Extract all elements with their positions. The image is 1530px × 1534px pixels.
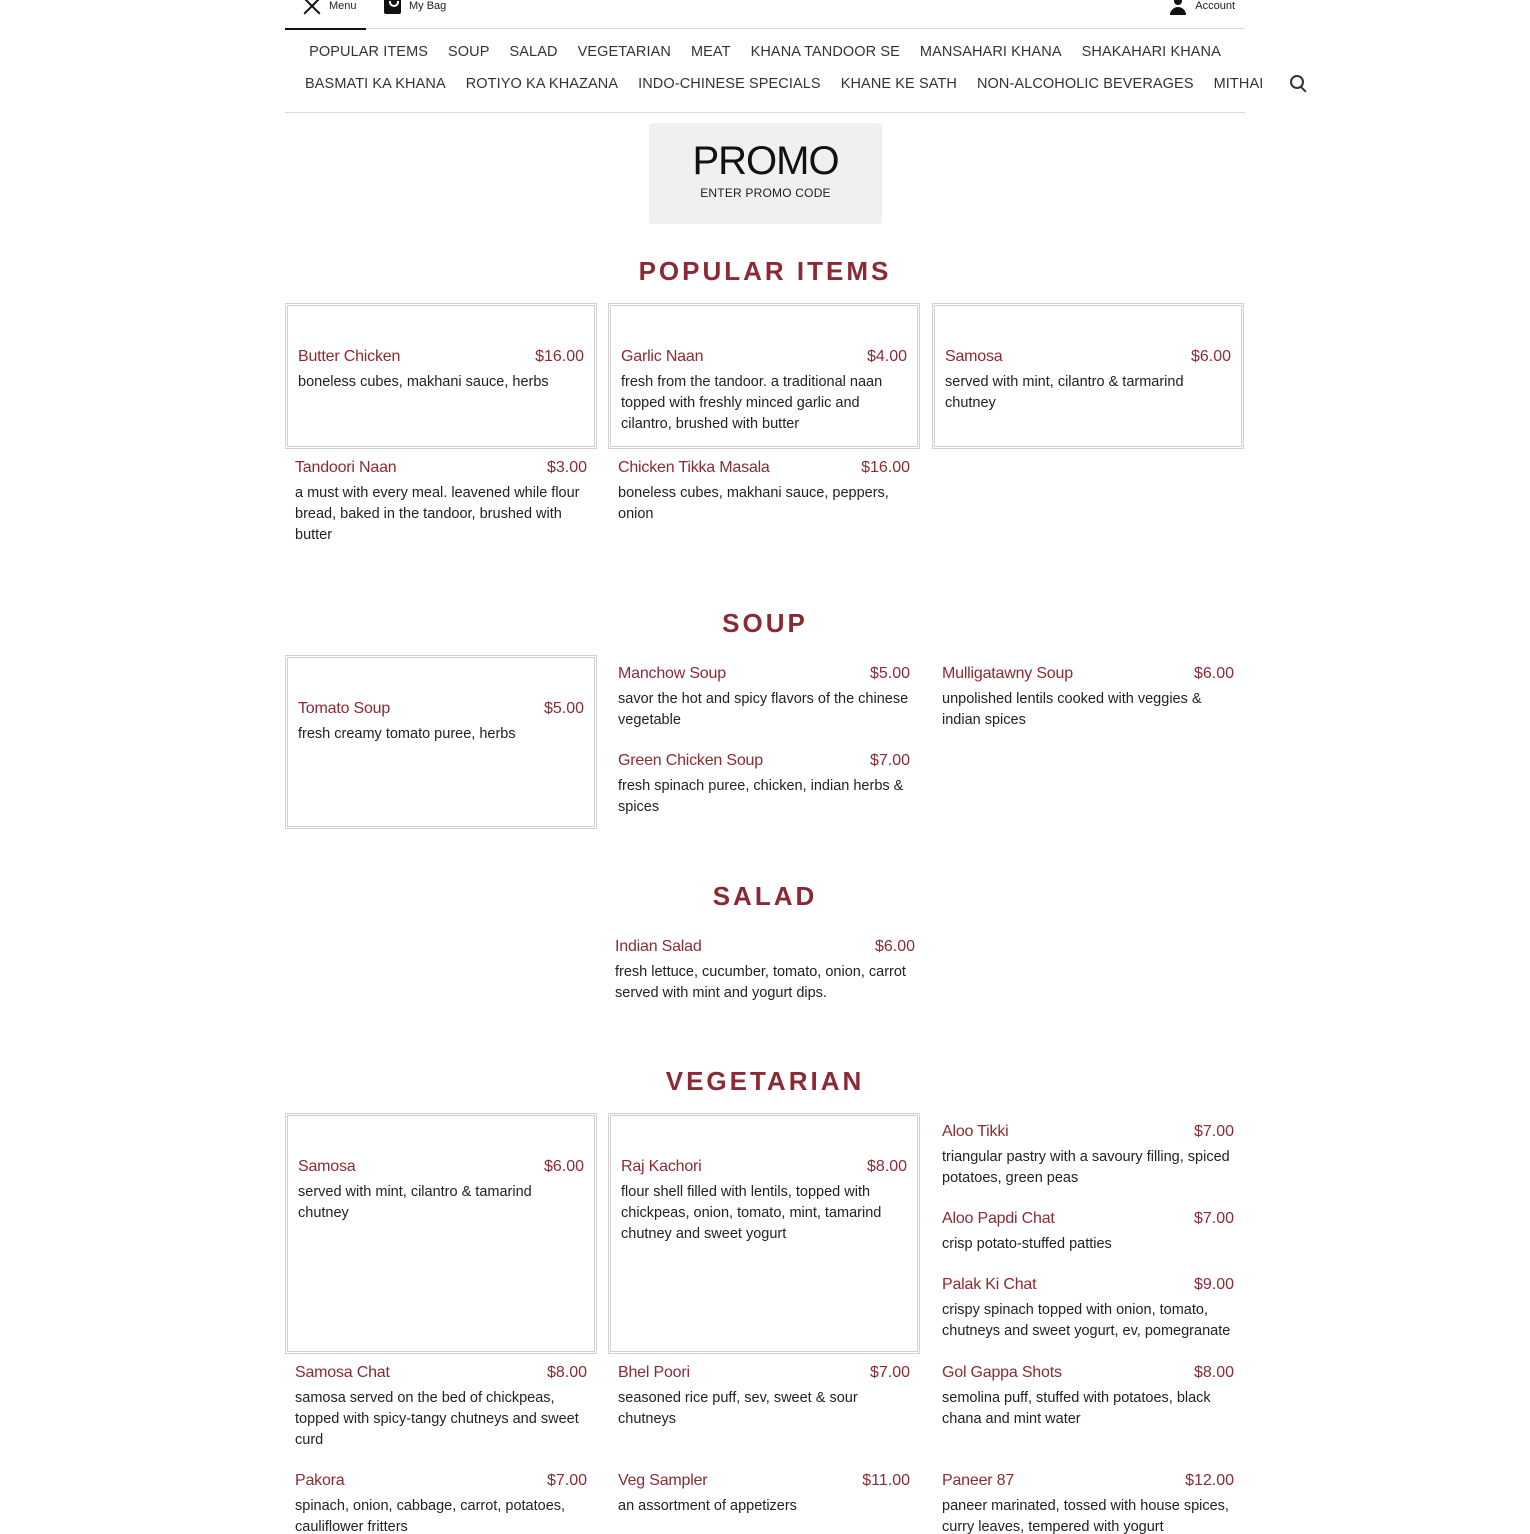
item-price: $11.00 <box>862 1472 910 1489</box>
item-price: $16.00 <box>861 459 910 476</box>
item-price: $16.00 <box>535 348 584 365</box>
item-name: Mulligatawny Soup <box>942 665 1073 682</box>
item-name: Tandoori Naan <box>295 459 397 476</box>
my-bag-button[interactable] <box>384 0 446 14</box>
item-name: Gol Gappa Shots <box>942 1364 1062 1381</box>
item-description: boneless cubes, makhani sauce, herbs <box>298 374 549 390</box>
close-icon <box>303 0 321 15</box>
menu-item[interactable] <box>932 1123 1244 1189</box>
item-description: an assortment of appetizers <box>618 1498 797 1514</box>
item-description: a must with every meal. leavened while flour bread, baked in the tandoor, brushed with butter <box>295 485 580 543</box>
item-name: Chicken Tikka Masala <box>618 459 770 476</box>
item-price: $7.00 <box>1193 1123 1234 1140</box>
menu-item[interactable] <box>285 1364 597 1451</box>
category-mithai[interactable]: MITHAI <box>1213 76 1264 92</box>
menu-item[interactable] <box>608 1472 920 1517</box>
category-salad[interactable]: SALAD <box>509 44 558 60</box>
menu-item[interactable] <box>932 1276 1244 1342</box>
menu-item-card[interactable] <box>285 1113 597 1354</box>
item-price: $6.00 <box>543 1158 584 1175</box>
item-description: crisp potato-stuffed patties <box>942 1236 1112 1252</box>
item-description: paneer marinated, tossed with house spices, curry leaves, tempered with yogurt <box>942 1498 1229 1534</box>
menu-button[interactable] <box>303 0 357 15</box>
item-name: Samosa Chat <box>295 1364 390 1381</box>
item-description: unpolished lentils cooked with veggies & indian spices <box>942 691 1202 728</box>
menu-item[interactable] <box>932 1472 1244 1534</box>
item-description: fresh spinach puree, chicken, indian herbs & spices <box>618 778 904 815</box>
item-description: fresh lettuce, cucumber, tomato, onion, carrot served with mint and yogurt dips. <box>615 964 906 1001</box>
menu-item-card[interactable] <box>285 303 597 449</box>
bag-label: My Bag <box>409 0 447 12</box>
menu-item[interactable] <box>285 459 597 546</box>
item-price: $6.00 <box>874 938 915 955</box>
item-price: $9.00 <box>1193 1276 1234 1293</box>
item-description: seasoned rice puff, sev, sweet & sour chutneys <box>618 1390 858 1427</box>
section-title-popular: POPULAR ITEMS <box>638 256 892 286</box>
category-khana-tandoor-se[interactable]: KHANA TANDOOR SE <box>750 44 900 60</box>
menu-item[interactable] <box>608 459 920 525</box>
section-title-vegetarian: VEGETARIAN <box>665 1066 865 1096</box>
item-price: $4.00 <box>866 348 907 365</box>
promo-subtitle: ENTER PROMO CODE <box>700 186 831 200</box>
bag-icon <box>384 0 401 14</box>
category-nav <box>285 30 1264 113</box>
menu-item[interactable] <box>932 1364 1244 1430</box>
item-description: crispy spinach topped with onion, tomato, chutneys and sweet yogurt, ev, pomegranate <box>942 1302 1231 1339</box>
item-price: $7.00 <box>1193 1210 1234 1227</box>
menu-label: Menu <box>329 0 357 12</box>
item-description: samosa served on the bed of chickpeas, topped with spicy-tangy chutneys and sweet curd <box>295 1390 579 1448</box>
item-name: Garlic Naan <box>621 348 704 365</box>
menu-item-card[interactable] <box>608 303 920 449</box>
promo-button[interactable] <box>649 123 882 224</box>
item-description: boneless cubes, makhani sauce, peppers, onion <box>618 485 889 522</box>
item-name: Palak Ki Chat <box>942 1276 1037 1293</box>
item-description: served with mint, cilantro & tarmarind chutney <box>945 374 1184 411</box>
top-bar <box>285 0 1245 29</box>
menu-item[interactable] <box>608 752 920 818</box>
item-description: semolina puff, stuffed with potatoes, black chana and mint water <box>942 1390 1211 1427</box>
menu-tab[interactable] <box>285 0 366 30</box>
account-label: Account <box>1195 0 1235 12</box>
item-price: $7.00 <box>869 752 910 769</box>
account-button[interactable] <box>1169 0 1235 15</box>
item-price: $3.00 <box>546 459 587 476</box>
promo-title: PROMO <box>692 139 839 183</box>
item-name: Tomato Soup <box>298 700 391 717</box>
item-name: Samosa <box>945 348 1003 365</box>
menu-item-card[interactable] <box>932 303 1244 449</box>
menu-item-card[interactable] <box>285 655 597 829</box>
item-description: savor the hot and spicy flavors of the chinese vegetable <box>618 691 909 728</box>
item-name: Aloo Tikki <box>942 1123 1009 1140</box>
item-price: $7.00 <box>869 1364 910 1381</box>
item-price: $8.00 <box>546 1364 587 1381</box>
menu-item-card[interactable] <box>608 1113 920 1354</box>
item-description: flour shell filled with lentils, topped with chickpeas, onion, tomato, mint, tamarind chutney and sweet yogurt <box>621 1184 882 1242</box>
item-name: Indian Salad <box>615 938 702 955</box>
section-title-salad: SALAD <box>712 881 818 911</box>
item-price: $12.00 <box>1185 1472 1234 1489</box>
category-khane-ke-sath[interactable]: KHANE KE SATH <box>840 76 957 92</box>
item-name: Manchow Soup <box>618 665 726 682</box>
category-row-1 <box>285 44 1245 60</box>
item-description: fresh from the tandoor. a traditional naan topped with freshly minced garlic and cilantro, brushed with butter <box>621 374 883 432</box>
item-name: Butter Chicken <box>298 348 401 365</box>
item-name: Raj Kachori <box>621 1158 702 1175</box>
item-price: $5.00 <box>543 700 584 717</box>
category-shakahari-khana[interactable]: SHAKAHARI KHANA <box>1081 44 1221 60</box>
item-price: $6.00 <box>1190 348 1231 365</box>
item-name: Samosa <box>298 1158 356 1175</box>
item-name: Pakora <box>295 1472 345 1489</box>
menu-item[interactable] <box>608 1364 920 1430</box>
category-popular-items[interactable]: POPULAR ITEMS <box>309 44 429 60</box>
item-name: Paneer 87 <box>942 1472 1015 1489</box>
category-vegetarian[interactable]: VEGETARIAN <box>577 44 671 60</box>
item-price: $6.00 <box>1193 665 1234 682</box>
item-description: spinach, onion, cabbage, carrot, potatoes, cauliflower fritters <box>295 1498 566 1534</box>
item-description: triangular pastry with a savoury filling, spiced potatoes, green peas <box>942 1149 1230 1186</box>
item-name: Veg Sampler <box>618 1472 708 1489</box>
item-name: Aloo Papdi Chat <box>942 1210 1055 1227</box>
item-price: $8.00 <box>866 1158 907 1175</box>
menu-item[interactable] <box>285 1472 597 1534</box>
item-name: Bhel Poori <box>618 1364 690 1381</box>
item-price: $5.00 <box>869 665 910 682</box>
menu-item[interactable] <box>932 1210 1244 1255</box>
category-row-2 <box>285 76 1264 94</box>
item-description: served with mint, cilantro & tamarind chutney <box>298 1184 532 1221</box>
menu-item[interactable] <box>608 665 920 731</box>
category-meat[interactable]: MEAT <box>690 44 731 60</box>
category-basmati-ka-khana[interactable]: BASMATI KA KHANA <box>305 76 446 92</box>
item-name: Green Chicken Soup <box>618 752 763 769</box>
menu-item[interactable] <box>932 665 1244 731</box>
category-non-alcoholic-beverages[interactable]: NON-ALCOHOLIC BEVERAGES <box>976 76 1194 92</box>
category-indo-chinese-specials[interactable]: INDO-CHINESE SPECIALS <box>638 76 821 92</box>
item-price: $8.00 <box>1193 1364 1234 1381</box>
item-description: fresh creamy tomato puree, herbs <box>298 726 516 742</box>
category-mansahari-khana[interactable]: MANSAHARI KHANA <box>919 44 1062 60</box>
category-rotiyo-ka-khazana[interactable]: ROTIYO KA KHAZANA <box>465 76 619 92</box>
section-title-soup: SOUP <box>722 608 808 638</box>
menu-item[interactable] <box>605 938 925 1004</box>
user-icon <box>1169 0 1187 15</box>
category-soup[interactable]: SOUP <box>448 44 490 60</box>
item-price: $7.00 <box>546 1472 587 1489</box>
